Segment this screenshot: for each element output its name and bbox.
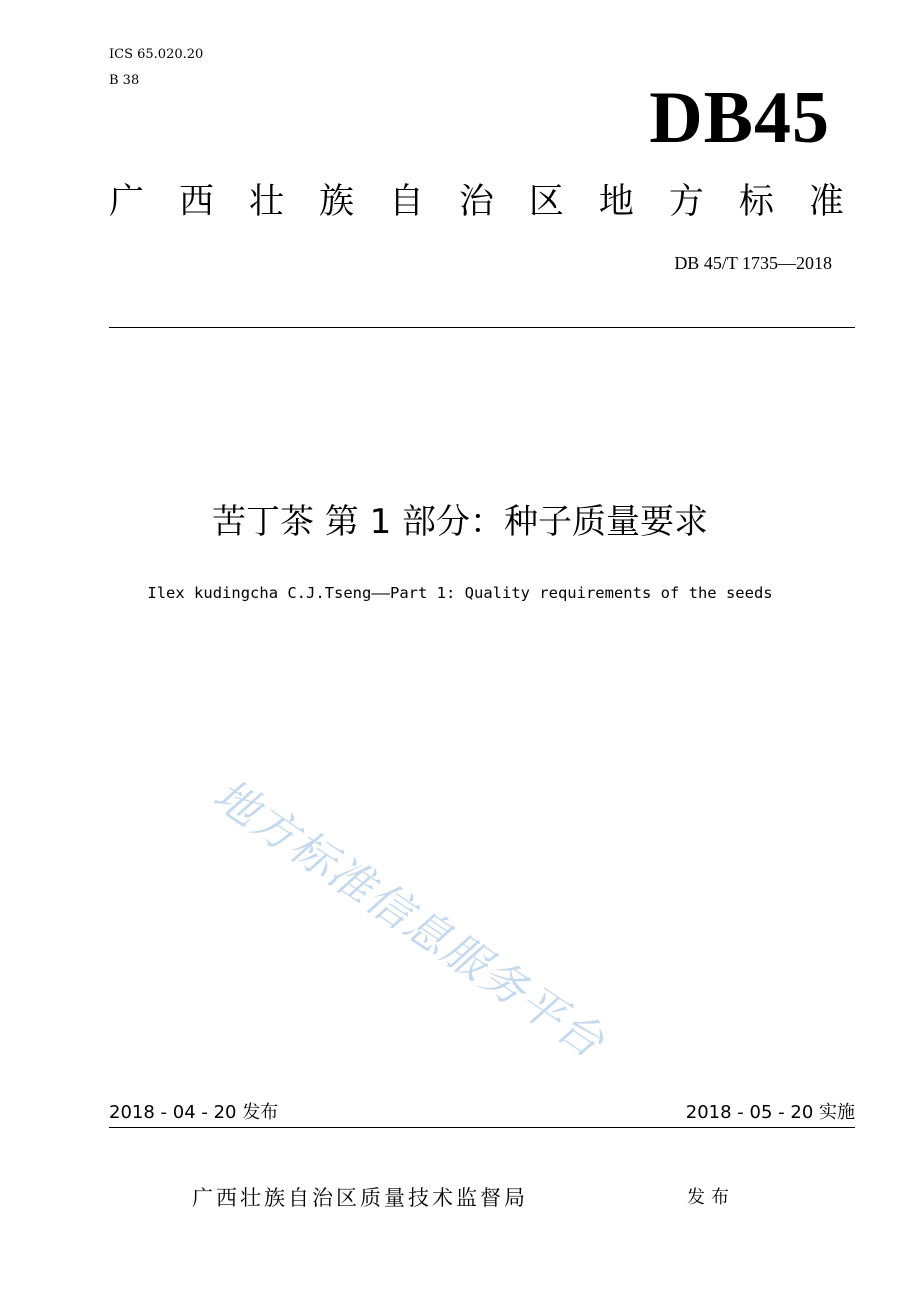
issue-date: 2018 - 04 - 20 发布 <box>109 1102 279 1123</box>
publisher-name: 广西壮族自治区质量技术监督局 <box>192 1186 528 1210</box>
standard-level-char: 准 <box>808 182 844 222</box>
watermark-text: 地方标准信息服务平台 <box>204 769 614 1069</box>
standard-level-char: 广 <box>109 182 145 222</box>
standard-level-char: 区 <box>528 182 564 222</box>
standard-level-char: 标 <box>738 182 774 222</box>
document-title-chinese: 苦丁茶 第 1 部分：种子质量要求 <box>211 502 709 542</box>
ics-code: ICS 65.020.20 <box>109 47 204 62</box>
standard-level-char: 族 <box>318 182 354 222</box>
standard-level-char: 自 <box>388 182 424 222</box>
standard-number: DB 45/T 1735—2018 <box>674 253 832 273</box>
footer-divider <box>109 1127 855 1128</box>
standard-level-char: 壮 <box>248 182 284 222</box>
standard-level-char: 方 <box>668 182 704 222</box>
publish-label: 发布 <box>687 1187 735 1208</box>
implementation-date: 2018 - 05 - 20 实施 <box>685 1102 855 1123</box>
document-title-english: Ilex kudingcha C.J.Tseng——Part 1: Quality requirements of the seeds <box>147 584 773 602</box>
header-divider <box>109 327 855 328</box>
standard-level-title <box>109 180 844 224</box>
standard-level-char: 地 <box>598 182 634 222</box>
standard-level-char: 治 <box>458 182 494 222</box>
ccs-code: B 38 <box>109 73 140 88</box>
standard-level-char: 西 <box>178 182 214 222</box>
standard-mark: DB45 <box>649 77 830 159</box>
